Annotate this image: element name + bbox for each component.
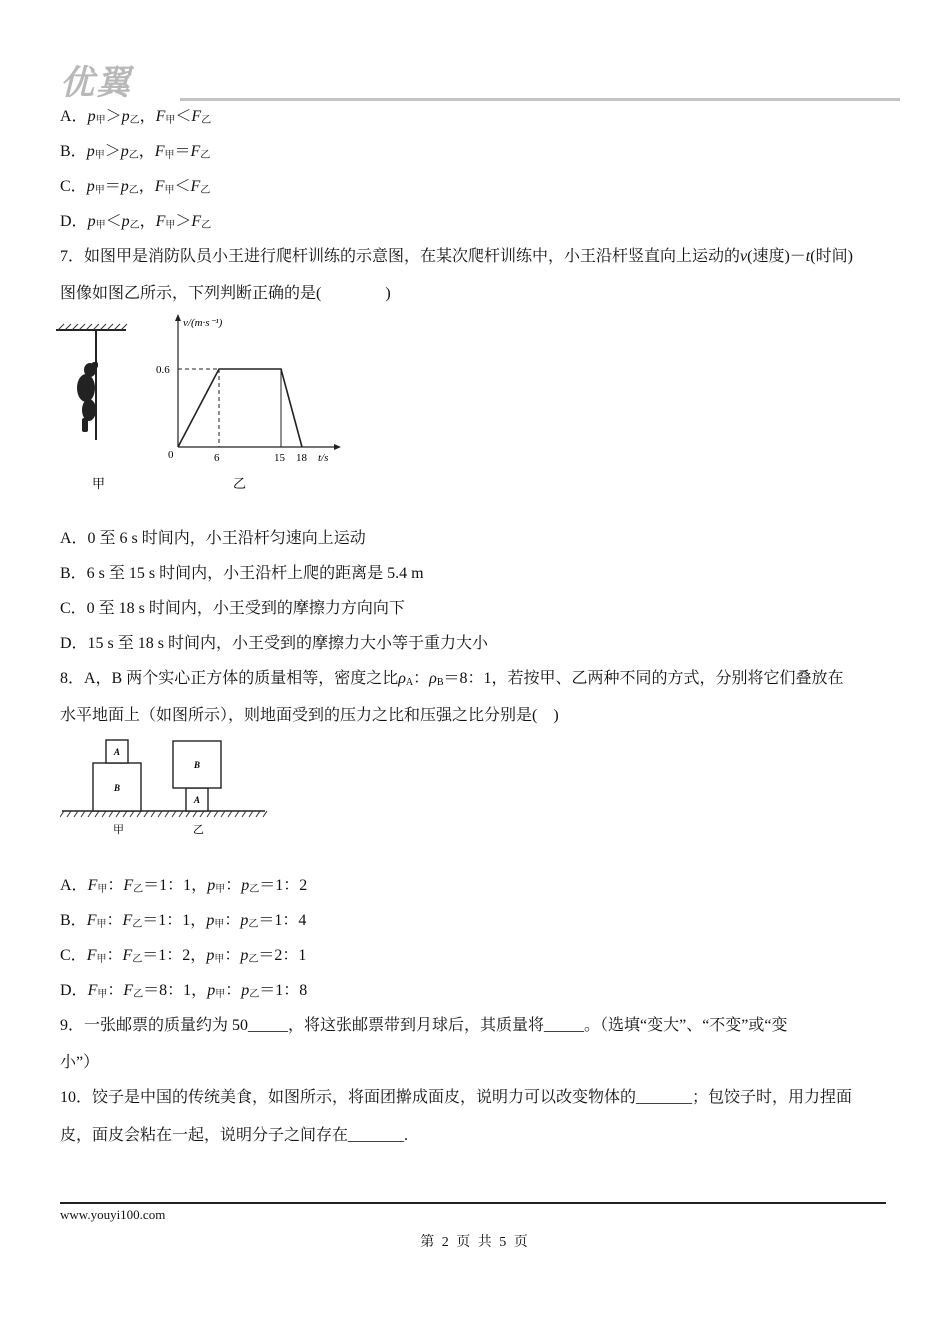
x-tick-6: 6	[214, 452, 220, 464]
q8-option-a	[60, 876, 307, 900]
q8-label-yi: 乙	[193, 824, 204, 836]
var-f: F	[155, 108, 166, 125]
x-axis-label: t/s	[318, 452, 329, 464]
var-f: F	[123, 982, 134, 999]
x-tick-18: 18	[296, 452, 307, 464]
q10-stem-line2: 皮，面皮会粘在一起，说明分子之间存在_______.	[60, 1127, 409, 1144]
vt-curve	[178, 369, 302, 447]
q6-option-c	[60, 177, 210, 201]
subscript: 乙	[132, 954, 143, 965]
subscript: 甲	[214, 954, 225, 965]
var-f: F	[191, 108, 202, 125]
var-p: p	[206, 912, 215, 929]
colon: ：	[413, 670, 430, 687]
colon: ：	[106, 912, 123, 929]
option-letter: B．	[60, 143, 87, 160]
ratio-force: 1：1	[158, 912, 191, 929]
option-letter: D．	[60, 982, 88, 999]
equals: ＝	[143, 982, 160, 999]
operator: ＝	[174, 143, 191, 160]
q8-stem-line1	[60, 669, 844, 693]
separator: ，	[191, 982, 208, 999]
subscript: 甲	[165, 220, 176, 231]
subscript: 甲	[165, 115, 176, 126]
operator: ＝	[104, 178, 121, 195]
subscript: 甲	[164, 150, 175, 161]
q8-figure	[60, 735, 270, 840]
subscript: 甲	[97, 989, 108, 1000]
subscript: 乙	[200, 185, 211, 196]
var-f: F	[155, 213, 166, 230]
var-p: p	[240, 912, 249, 929]
subscript: 乙	[201, 220, 212, 231]
subscript: 甲	[95, 115, 106, 126]
subscript: 乙	[128, 185, 139, 196]
label-jia: 甲	[92, 476, 106, 491]
separator: ，	[139, 108, 156, 125]
yi-label-b: B	[194, 760, 201, 770]
footer-rule	[60, 1202, 886, 1204]
var-p: p	[86, 143, 95, 160]
subscript: 甲	[214, 919, 225, 930]
q8-option-b	[60, 911, 306, 935]
var-p: p	[207, 877, 216, 894]
climber-silhouette	[77, 362, 98, 432]
q8-option-d	[60, 981, 307, 1005]
yi-label-a: A	[194, 795, 201, 805]
page-number: 第 2 页 共 5 页	[420, 1235, 530, 1250]
q7-text: 7．如图甲是消防队员小王进行爬杆训练的示意图，在某次爬杆训练中，小王沿杆竖直向上运动的	[60, 248, 741, 265]
equals: ＝	[258, 912, 275, 929]
ratio-pressure: 1：4	[274, 912, 307, 929]
q7-option-b: B．6 s 至 15 s 时间内，小王沿杆上爬的距离是 5.4 m	[60, 565, 424, 582]
footer-url: www.youyi100.com	[60, 1207, 166, 1222]
var-p: p	[207, 982, 216, 999]
y-axis-arrow	[175, 314, 181, 321]
var-f: F	[122, 912, 133, 929]
var-v: v	[740, 248, 748, 265]
colon: ：	[225, 982, 242, 999]
var-p: p	[86, 178, 95, 195]
var-f: F	[154, 143, 165, 160]
ratio-pressure: 1：8	[275, 982, 308, 999]
y-axis-label: v/(m·s⁻¹)	[183, 317, 223, 329]
var-f: F	[86, 947, 97, 964]
q8-text: 8．A，B 两个实心正方体的质量相等，密度之比	[60, 670, 399, 687]
operator: ＜	[175, 108, 192, 125]
q6-option-a	[60, 107, 211, 131]
subscript: 甲	[97, 884, 108, 895]
separator: ，	[138, 143, 155, 160]
subscript: 甲	[95, 220, 106, 231]
q7-figure	[56, 310, 366, 500]
q7-stem-line2: 图像如图乙所示，下列判断正确的是( )	[60, 285, 391, 302]
q8-label-jia: 甲	[113, 824, 124, 836]
subscript: 甲	[96, 954, 107, 965]
var-p: p	[241, 877, 250, 894]
subscript: 乙	[133, 989, 144, 1000]
option-letter: D．	[60, 213, 88, 230]
header-rule	[180, 98, 900, 101]
y-tick-0-6: 0.6	[156, 364, 170, 376]
separator: ，	[190, 912, 207, 929]
var-p: p	[121, 108, 130, 125]
equals: ＝	[258, 947, 275, 964]
option-letter: A．	[60, 877, 88, 894]
q8-stem-line2: 水平地面上（如图所示），则地面受到的压力之比和压强之比分别是( )	[60, 707, 559, 724]
equals: ＝	[142, 947, 159, 964]
logo-text: 优翼	[60, 63, 132, 103]
subscript: 乙	[128, 150, 139, 161]
q6-option-b	[60, 142, 210, 166]
ratio-force: 8：1	[159, 982, 192, 999]
subscript: 甲	[94, 150, 105, 161]
q7-text: (速度)－	[747, 248, 806, 265]
jia-label-a: A	[114, 747, 121, 757]
ratio-pressure: 1：2	[275, 877, 308, 894]
var-p: p	[120, 178, 129, 195]
equals: ＝	[259, 877, 276, 894]
var-f: F	[123, 877, 134, 894]
q7-stem-line1	[60, 247, 853, 267]
subscript: 乙	[129, 220, 140, 231]
q6-option-d	[60, 212, 211, 236]
ground-hatch	[60, 811, 267, 817]
var-p: p	[87, 213, 96, 230]
colon: ：	[225, 877, 242, 894]
origin-label: 0	[168, 449, 174, 461]
subscript: 乙	[248, 954, 259, 965]
x-axis-arrow	[334, 444, 341, 450]
equals: ＝	[143, 877, 160, 894]
subscript: B	[436, 677, 444, 688]
var-rho: ρ	[429, 670, 437, 687]
subscript: 乙	[201, 115, 212, 126]
subscript: 甲	[94, 185, 105, 196]
var-p: p	[241, 982, 250, 999]
subscript: 乙	[249, 989, 260, 1000]
q7-option-d: D．15 s 至 18 s 时间内，小王受到的摩擦力大小等于重力大小	[60, 635, 489, 652]
var-p: p	[206, 947, 215, 964]
colon: ：	[224, 947, 241, 964]
var-f: F	[122, 947, 133, 964]
q7-text: (时间)	[810, 248, 853, 265]
subscript: 乙	[129, 115, 140, 126]
var-f: F	[154, 178, 165, 195]
subscript: 甲	[96, 919, 107, 930]
subscript: 甲	[215, 989, 226, 1000]
x-tick-15: 15	[274, 452, 285, 464]
ratio-force: 1：2	[158, 947, 191, 964]
operator: ＞	[104, 143, 121, 160]
colon: ：	[224, 912, 241, 929]
colon: ：	[107, 877, 124, 894]
q8-option-c	[60, 946, 306, 970]
var-f: F	[86, 912, 97, 929]
subscript: 乙	[133, 884, 144, 895]
q10-stem-line1: 10．饺子是中国的传统美食，如图所示，将面团擀成面皮，说明力可以改变物体的_______；包饺子时，用力捏面	[60, 1089, 853, 1106]
ratio-force: 1：1	[159, 877, 192, 894]
subscript: 乙	[200, 150, 211, 161]
var-p: p	[121, 213, 130, 230]
separator: ，	[191, 877, 208, 894]
option-letter: B．	[60, 912, 87, 929]
separator: ，	[138, 178, 155, 195]
q9-stem-line1: 9．一张邮票的质量约为 50_____，将这张邮票带到月球后，其质量将_____。（选填“变大”、“不变”或“变	[60, 1017, 788, 1034]
subscript: 乙	[249, 884, 260, 895]
subscript: 乙	[248, 919, 259, 930]
subscript: A	[405, 677, 414, 688]
var-f: F	[191, 213, 202, 230]
separator: ，	[190, 947, 207, 964]
equals: ＝	[142, 912, 159, 929]
ratio-pressure: 2：1	[274, 947, 307, 964]
jia-label-b: B	[114, 783, 121, 793]
var-f: F	[87, 877, 98, 894]
operator: ＜	[105, 213, 122, 230]
var-f: F	[190, 143, 201, 160]
option-letter: C．	[60, 947, 87, 964]
var-p: p	[87, 108, 96, 125]
var-p: p	[240, 947, 249, 964]
subscript: 甲	[215, 884, 226, 895]
operator: ＞	[175, 213, 192, 230]
var-f: F	[87, 982, 98, 999]
youyi-logo	[60, 62, 200, 104]
separator: ，	[139, 213, 156, 230]
var-t: t	[805, 248, 811, 265]
operator: ＞	[105, 108, 122, 125]
q7-option-a: A．0 至 6 s 时间内，小王沿杆匀速向上运动	[60, 530, 366, 547]
var-rho: ρ	[398, 670, 406, 687]
subscript: 乙	[132, 919, 143, 930]
q8-text: ＝8：1，若按甲、乙两种不同的方式，分别将它们叠放在	[443, 670, 844, 687]
label-yi: 乙	[233, 476, 247, 491]
q7-option-c: C．0 至 18 s 时间内，小王受到的摩擦力方向向下	[60, 600, 405, 617]
operator: ＜	[174, 178, 191, 195]
option-letter: A．	[60, 108, 88, 125]
var-p: p	[120, 143, 129, 160]
option-letter: C．	[60, 178, 87, 195]
colon: ：	[107, 982, 124, 999]
subscript: 甲	[164, 185, 175, 196]
colon: ：	[106, 947, 123, 964]
var-f: F	[190, 178, 201, 195]
q9-stem-line2: 小”）	[60, 1054, 100, 1071]
equals: ＝	[259, 982, 276, 999]
